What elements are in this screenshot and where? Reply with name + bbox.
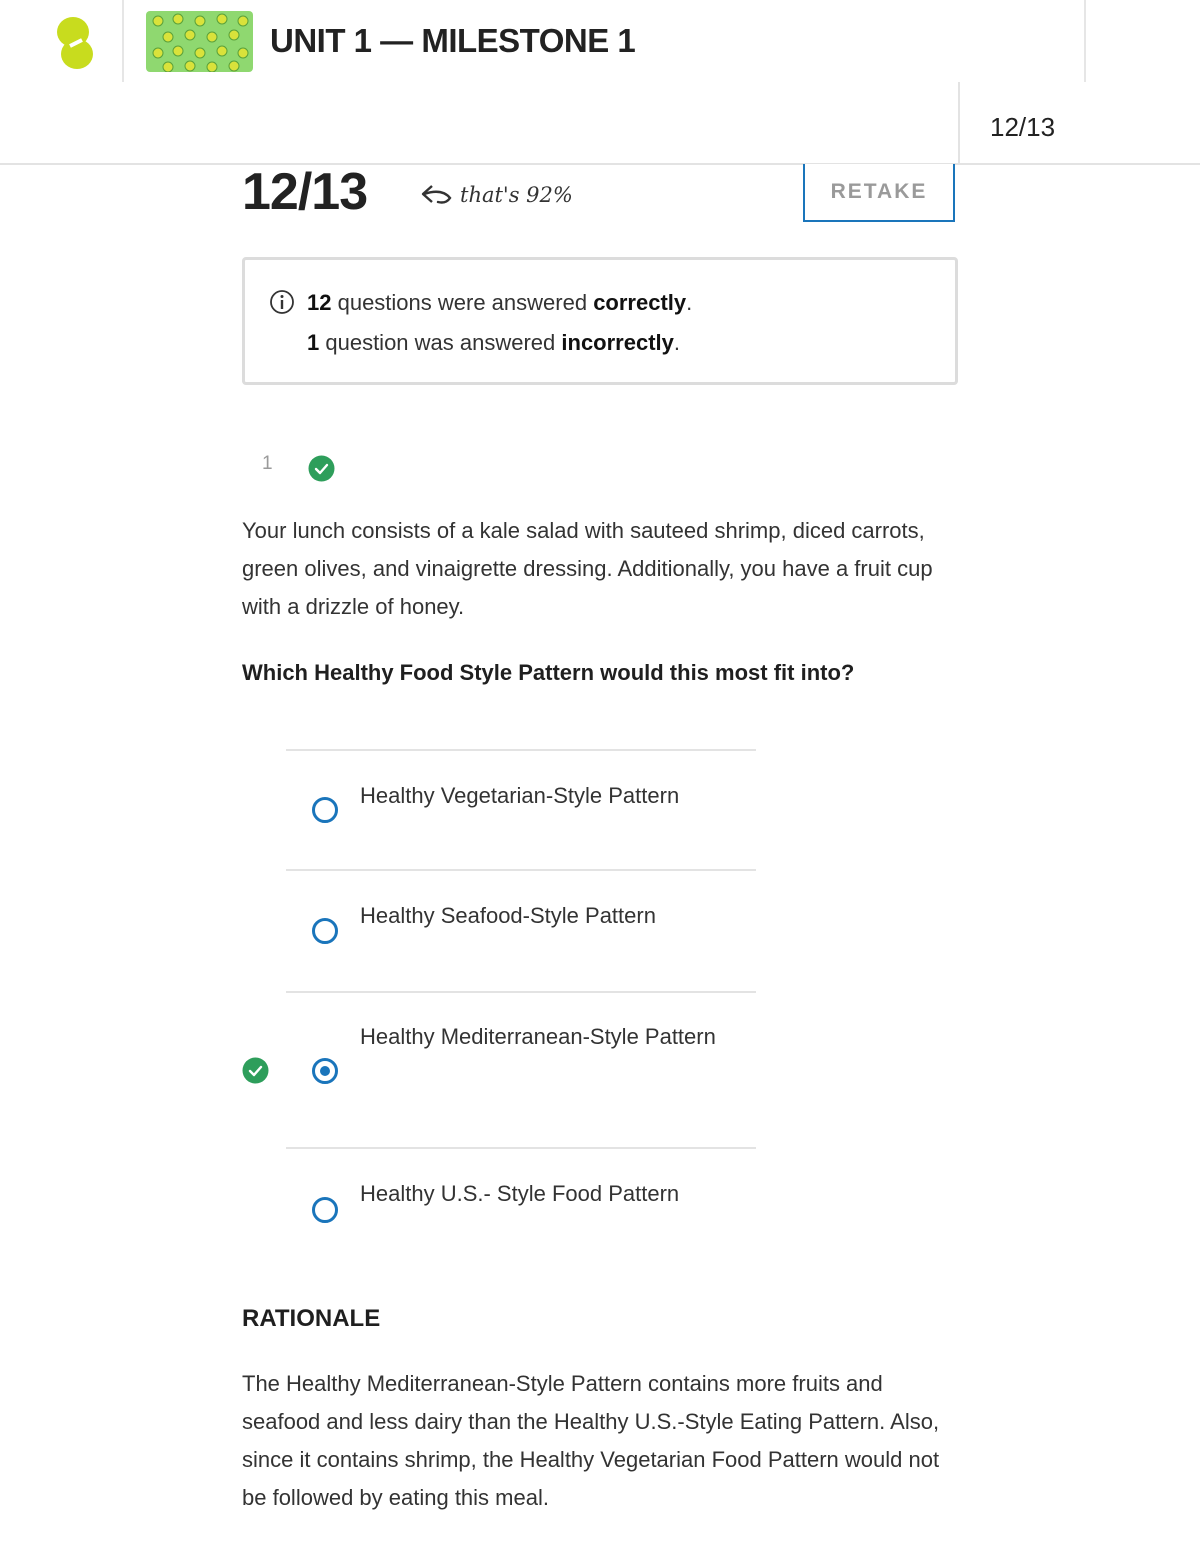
page-title: UNIT 1 — MILESTONE 1 bbox=[270, 22, 636, 59]
option-label: Healthy U.S.- Style Food Pattern bbox=[360, 1181, 680, 1206]
app-logo-area bbox=[0, 0, 124, 82]
option-label: Healthy Vegetarian-Style Pattern bbox=[360, 783, 680, 808]
rationale-body: The Healthy Mediterranean-Style Pattern contains more fruits and seafood and less dairy than the Healthy U.S.-Style Eating Pattern. Also, since it contains shrimp, the Healthy Vegetarian Food Pattern would not be followed by eating this meal. bbox=[242, 1371, 940, 1510]
radio-button[interactable] bbox=[312, 1197, 338, 1223]
answer-option-mediterranean[interactable] bbox=[286, 993, 756, 1147]
header-bottom-rule bbox=[0, 163, 1200, 165]
answer-option-us-style[interactable] bbox=[286, 1149, 756, 1259]
summary-correct-line: 12 questions were answered correctly. bbox=[307, 290, 693, 315]
info-icon bbox=[269, 289, 295, 315]
question-correct-check-icon bbox=[308, 455, 335, 482]
header-score: 12/13 bbox=[990, 112, 1056, 142]
correct-word: correctly bbox=[593, 290, 687, 315]
option-label: Healthy Mediterranean-Style Pattern bbox=[360, 1024, 716, 1049]
radio-button[interactable] bbox=[312, 797, 338, 823]
question-body: Your lunch consists of a kale salad with sauteed shrimp, diced carrots, green olives, and vinaigrette dressing. Additionally, you have a fruit cup with a drizzle of honey. bbox=[242, 518, 933, 619]
results-summary bbox=[242, 257, 958, 385]
question-number: 1 bbox=[262, 453, 273, 474]
percent-note bbox=[420, 182, 573, 208]
answer-option-seafood[interactable] bbox=[286, 871, 756, 991]
curved-arrow-icon bbox=[420, 182, 454, 208]
radio-button[interactable] bbox=[312, 918, 338, 944]
correct-answer-check-icon bbox=[242, 1057, 269, 1084]
score-value: 12/13 bbox=[242, 163, 368, 221]
header-score-cell bbox=[958, 82, 1172, 164]
correct-count: 12 bbox=[307, 290, 332, 315]
retake-button[interactable]: RETAKE bbox=[803, 164, 955, 222]
incorrect-word: incorrectly bbox=[561, 330, 674, 355]
rationale-heading: RATIONALE bbox=[242, 1305, 381, 1332]
summary-incorrect-line: 1 question was answered incorrectly. bbox=[307, 330, 681, 355]
header-divider bbox=[1084, 0, 1086, 82]
percent-text: that's 92% bbox=[460, 183, 573, 207]
answer-option-vegetarian[interactable] bbox=[286, 751, 756, 869]
course-thumbnail bbox=[146, 11, 253, 72]
incorrect-count: 1 bbox=[307, 330, 320, 355]
question-prompt: Which Healthy Food Style Pattern would this most fit into? bbox=[242, 660, 855, 685]
option-label: Healthy Seafood-Style Pattern bbox=[360, 903, 656, 928]
sophia-logo-icon[interactable] bbox=[52, 16, 98, 70]
radio-button-selected[interactable] bbox=[312, 1058, 338, 1084]
